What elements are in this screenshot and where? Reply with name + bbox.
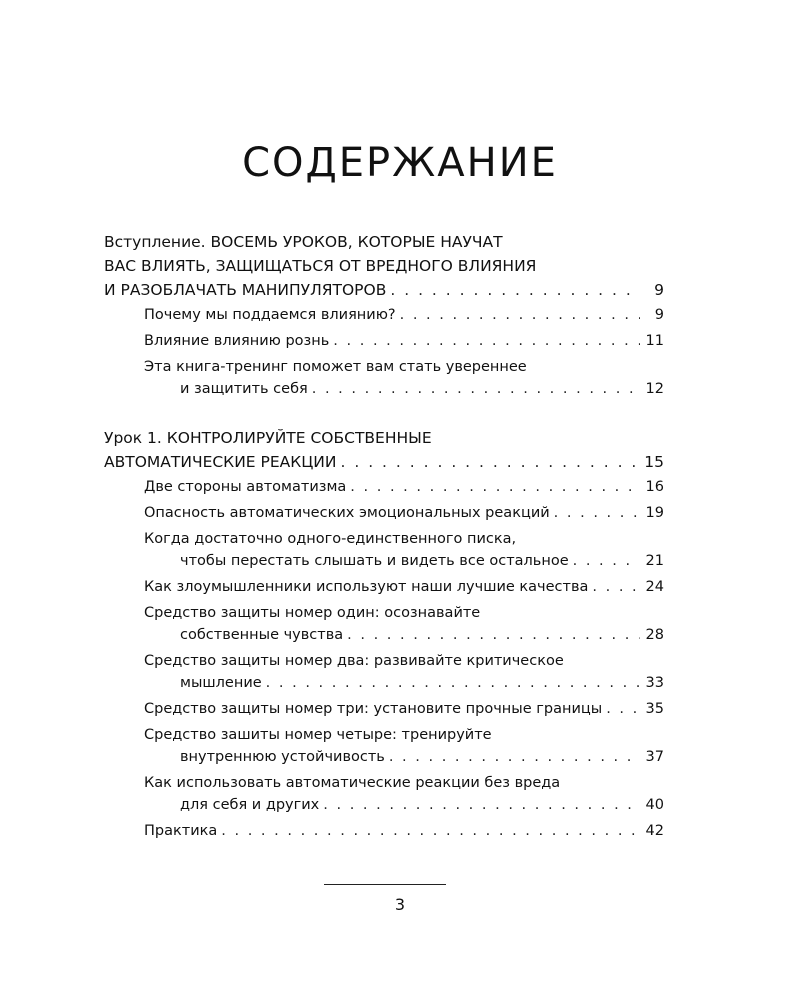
toc-entry-text: Как использовать автоматические реакции без вреда (144, 775, 561, 791)
toc-entry-text: Средство защиты номер один: осознавайте (144, 605, 481, 621)
toc-entry-text: Когда достаточно одного-единственного писка, (144, 531, 517, 547)
toc-entry-text: Средство защиты номер два: развивайте критическое (144, 653, 564, 669)
toc-subentry[interactable] (144, 528, 664, 572)
toc-entry-text: Влияние влиянию рознь (144, 333, 330, 349)
toc-subentry[interactable] (144, 476, 664, 498)
toc-page-number: 21 (645, 553, 664, 569)
toc-subentry[interactable] (144, 330, 664, 352)
dot-leader (333, 330, 640, 352)
toc-entry-text: Урок 1. КОНТРОЛИРУЙТЕ СОБСТВЕННЫЕ (104, 429, 432, 447)
toc-page-number: 12 (645, 381, 664, 397)
dot-leader (606, 698, 640, 720)
page-title: СОДЕРЖАНИЕ (242, 140, 558, 186)
dot-leader (350, 476, 640, 498)
dot-leader (554, 502, 640, 524)
dot-leader (389, 746, 640, 768)
dot-leader (592, 576, 640, 598)
toc-entry-text: Практика (144, 823, 218, 839)
toc-page-number: 9 (654, 281, 664, 299)
toc-entry-text: чтобы перестать слышать и видеть все остальное (180, 553, 569, 569)
dot-leader (573, 550, 640, 572)
toc-section[interactable] (104, 426, 664, 474)
toc-page-number: 9 (654, 307, 664, 323)
toc-subentry[interactable] (144, 356, 664, 400)
footer-rule (324, 884, 446, 885)
dot-leader (323, 794, 640, 816)
toc-entry-text: Вступление. ВОСЕМЬ УРОКОВ, КОТОРЫЕ НАУЧАТ (104, 233, 503, 251)
toc-page-number: 35 (645, 701, 664, 717)
toc-subentry[interactable] (144, 602, 664, 646)
toc-entry-text: Почему мы поддаемся влиянию? (144, 307, 396, 323)
toc-entry-text: Средство зашиты номер четыре: тренируйте (144, 727, 492, 743)
dot-leader (400, 304, 640, 326)
toc-entry-text: АВТОМАТИЧЕСКИЕ РЕАКЦИИ (104, 453, 337, 471)
toc-entry-text: Две стороны автоматизма (144, 479, 347, 495)
toc-subentry[interactable] (144, 304, 664, 326)
toc-page-number: 40 (645, 797, 664, 813)
toc-entry-text: Как злоумышленники используют наши лучшие качества (144, 579, 589, 595)
dot-leader (221, 820, 640, 842)
toc-entry-text: Эта книга-тренинг поможет вам стать увереннее (144, 359, 527, 375)
toc-subentry[interactable] (144, 576, 664, 598)
table-of-contents (104, 230, 664, 842)
toc-entry-text: для себя и других (180, 797, 320, 813)
toc-page-number: 11 (645, 333, 664, 349)
toc-page-number: 19 (645, 505, 664, 521)
toc-entry-text: и защитить себя (180, 381, 308, 397)
toc-subentry[interactable] (144, 820, 664, 842)
dot-leader (340, 450, 640, 474)
dot-leader (312, 378, 640, 400)
page-number: 3 (394, 895, 406, 914)
toc-subentry[interactable] (144, 772, 664, 816)
toc-subentry[interactable] (144, 698, 664, 720)
dot-leader (347, 624, 640, 646)
toc-entry-text: И РАЗОБЛАЧАТЬ МАНИПУЛЯТОРОВ (104, 281, 387, 299)
toc-entry-text: мышление (180, 675, 262, 691)
toc-entry-text: внутреннюю устойчивость (180, 749, 385, 765)
dot-leader (390, 278, 640, 302)
toc-page-number: 24 (645, 579, 664, 595)
toc-page-number: 37 (645, 749, 664, 765)
toc-subentry[interactable] (144, 650, 664, 694)
toc-subentry[interactable] (144, 502, 664, 524)
toc-page-number: 33 (645, 675, 664, 691)
toc-entry-text: Опасность автоматических эмоциональных реакций (144, 505, 550, 521)
toc-entry-text: собственные чувства (180, 627, 344, 643)
dot-leader (266, 672, 640, 694)
toc-page-number: 15 (644, 453, 664, 471)
toc-page-number: 28 (645, 627, 664, 643)
toc-subentry[interactable] (144, 724, 664, 768)
toc-section[interactable] (104, 230, 664, 302)
toc-entry-text: ВАС ВЛИЯТЬ, ЗАЩИЩАТЬСЯ ОТ ВРЕДНОГО ВЛИЯНИЯ (104, 257, 537, 275)
toc-page-number: 16 (645, 479, 664, 495)
toc-page-number: 42 (645, 823, 664, 839)
toc-entry-text: Средство защиты номер три: установите прочные границы (144, 701, 603, 717)
